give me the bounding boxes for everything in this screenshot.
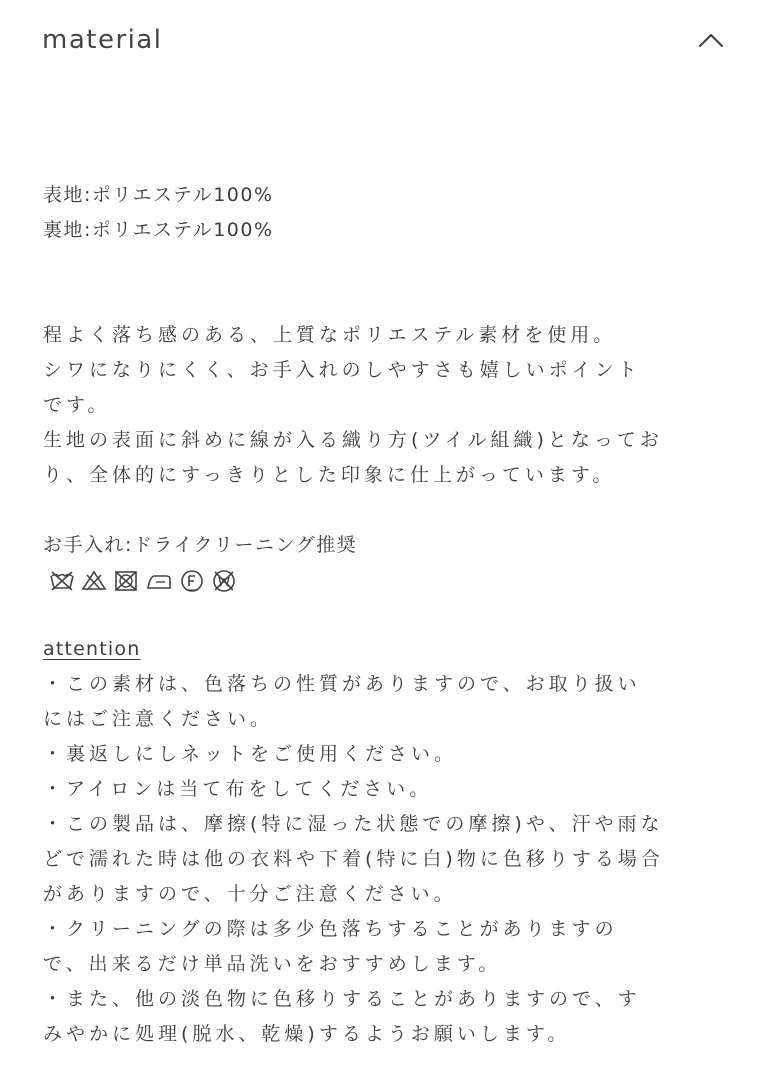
accordion-header[interactable] (0, 0, 763, 82)
no-wet-clean-icon (211, 569, 237, 593)
spacer (43, 248, 733, 318)
attention-line: ・この製品は、摩擦(特に湿った状態での摩擦)や、汗や雨な (43, 813, 664, 835)
material-line: 裏地:ポリエステル100% (43, 219, 274, 241)
material-line: 表地:ポリエステル100% (43, 184, 274, 206)
low-iron-icon (145, 569, 173, 593)
description-line: 程よく落ち感のある、上質なポリエステル素材を使用。 (43, 324, 617, 346)
attention-line: どで濡れた時は他の衣料や下着(特に白)物に色移りする場合 (43, 848, 664, 870)
chevron-up-icon[interactable] (696, 30, 726, 50)
attention-line: ・クリーニングの際は多少色落ちすることがありますの (43, 918, 618, 940)
spacer (43, 597, 733, 632)
description-line: シワになりにくく、お手入れのしやすさも嬉しいポイント (43, 359, 641, 381)
no-wash-icon (49, 569, 75, 593)
care-label: お手入れ:ドライクリーニング推奨 (43, 534, 358, 556)
no-tumble-dry-icon (113, 569, 139, 593)
attention-section (43, 632, 733, 1052)
care-symbols (49, 565, 733, 597)
attention-heading: attention (43, 638, 141, 660)
attention-line: で、出来るだけ単品洗いをおすすめします。 (43, 953, 502, 975)
material-composition (43, 178, 733, 248)
product-description (43, 318, 733, 493)
attention-line: ・また、他の淡色物に色移りすることがありますので、す (43, 988, 641, 1010)
care-instructions (43, 528, 733, 597)
description-line: です。 (43, 394, 111, 416)
no-bleach-icon (81, 569, 107, 593)
dry-clean-f-icon (179, 569, 205, 593)
attention-line: ・アイロンは当て布をしてください。 (43, 778, 433, 800)
description-line: 生地の表面に斜めに線が入る織り方(ツイル組織)となってお (43, 429, 663, 451)
spacer (43, 493, 733, 528)
attention-line: にはご注意ください。 (43, 708, 274, 730)
attention-line: ・この素材は、色落ちの性質がありますので、お取り扱い (43, 673, 641, 695)
description-line: り、全体的にすっきりとした印象に仕上がっています。 (43, 464, 616, 486)
attention-line: ・裏返しにしネットをご使用ください。 (43, 743, 458, 765)
section-title: material (42, 25, 163, 55)
material-details (43, 178, 733, 1052)
attention-line: みやかに処理(脱水、乾燥)するようお願いします。 (43, 1023, 571, 1045)
attention-line: がありますので、十分ご注意ください。 (43, 883, 457, 905)
